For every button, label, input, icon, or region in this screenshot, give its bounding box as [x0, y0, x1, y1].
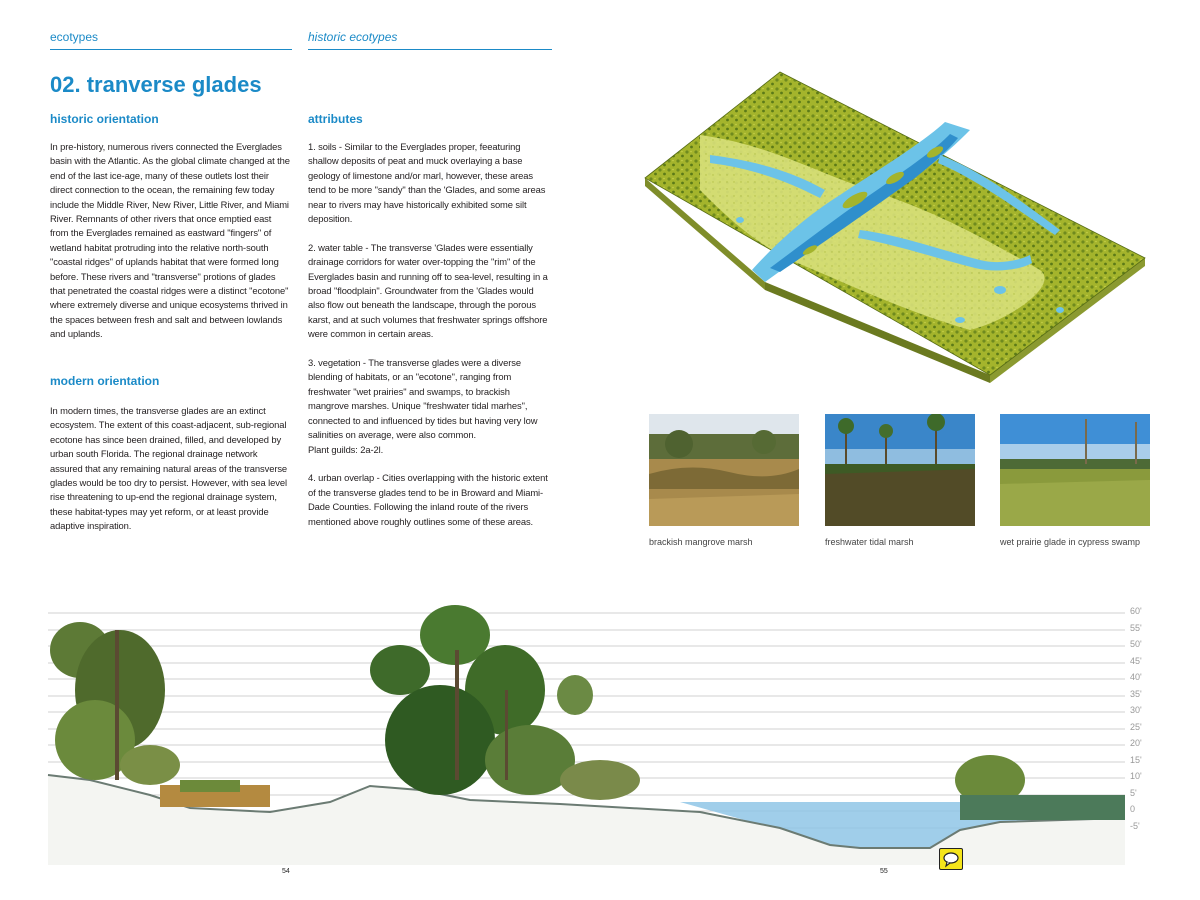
elevation-label: 10' [1130, 771, 1142, 781]
cross-section-illustration [0, 590, 1200, 870]
page-number-left: 54 [282, 868, 290, 875]
photo-caption-3: wet prairie glade in cypress swamp [1000, 537, 1141, 547]
elevation-label: 60' [1130, 606, 1142, 616]
historic-text [50, 140, 292, 356]
elevation-label: 15' [1130, 755, 1142, 765]
comment-icon[interactable] [939, 848, 963, 870]
modern-text [50, 404, 292, 548]
photo-freshwater-tidal-marsh [825, 414, 975, 526]
attribute-plant-guilds: Plant guilds: 2a-2l. [308, 443, 384, 455]
elevation-label: 45' [1130, 656, 1142, 666]
elevation-label: 0 [1130, 804, 1136, 814]
attribute-water-table: 2. water table - The transverse 'Glades were essentially drainage corridors for water over-topping the "rim" of the Everglades basin and running off to sea-level, resulting in a broad "floodplain". Groundwater from the 'Glades would also flow out beneath the landscape, through the porous karst, and at such volumes that freshwater springs offshore were common in certain areas. [308, 241, 548, 340]
subsection-header: historic ecotypes [308, 30, 552, 50]
attribute-vegetation: 3. vegetation - The transverse glades were a diverse blending of habitats, or an "ecotone", ranging from freshwater "wet prairies" and swamps, to brackish mangrove marshes. Unique "freshwater tidal marhes", connected to and influenced by tides but having very low salinities on average, were also common. [308, 357, 538, 441]
elevation-label: 5' [1130, 788, 1137, 798]
modern-paragraph: In modern times, the transverse glades are an extinct ecosystem. The extent of this coast-adjacent, sub-regional ecotone has since been drained, filled, and developed by urban south Florida. The regional drainage network assured that any remaining natural areas of the transverse glades would be too dry to persist. However, with sea level rise threatening to up-end the regional drainage system, these habitat-types may yet reform, or at least provide adaptive inspiration. [50, 405, 288, 532]
attribute-soils: 1. soils - Similar to the Everglades proper, feeaturing shallow deposits of peat and muck overlaying a base geology of limestone and/or marl, however, these areas tend to be more "sandy" than the 'Glades, and some areas near to rivers may have historically exhibited some silt deposition. [308, 141, 546, 225]
attributes-text [308, 140, 552, 543]
elevation-label: 20' [1130, 738, 1142, 748]
photo-caption-2: freshwater tidal marsh [825, 537, 914, 547]
elevation-label: 40' [1130, 672, 1142, 682]
historic-heading: historic orientation [50, 112, 159, 126]
attribute-urban-overlap: 4. urban overlap - Cities overlapping with the historic extent of the transverse glades tend to be in Broward and Miami-Dade Counties. Following the inland route of the rivers mentioned above roughly outlines some of these areas. [308, 472, 548, 527]
elevation-label: 25' [1130, 722, 1142, 732]
photo-wet-prairie-glade [1000, 414, 1150, 526]
photo-caption-1: brackish mangrove marsh [649, 537, 753, 547]
page-number-right: 55 [880, 868, 888, 875]
page-title: 02. tranverse glades [50, 72, 262, 97]
elevation-label: 55' [1130, 623, 1142, 633]
modern-heading: modern orientation [50, 374, 160, 388]
elevation-label: -5' [1130, 821, 1140, 831]
elevation-label: 35' [1130, 689, 1142, 699]
section-header: ecotypes [50, 30, 292, 50]
elevation-label: 50' [1130, 639, 1142, 649]
attributes-heading: attributes [308, 112, 363, 126]
photo-brackish-mangrove-marsh [649, 414, 799, 526]
elevation-label: 30' [1130, 705, 1142, 715]
historic-paragraph: In pre-history, numerous rivers connected the Everglades basin with the Atlantic. As the global climate changed at the end of the last ice-age, many of these outlets lost their direct connection to the ocean, the remaining few today include the Middle River, New River, Little River, and Miami River. Remnants of other rivers that once emptied east from the Everglades remained as eastward "fingers" of wetland habitat protruding into the relative north-south "coastal ridges" of uplands habitat that were formed long before. These rivers and "transverse" protions of glades that penetrated the coastal ridges were a distinct "ecotone" where extremely diverse and unique ecosystems thrived in the spaces between fresh and salt and between lowlands and uplands. [50, 141, 290, 340]
isometric-map-illustration [640, 60, 1160, 390]
